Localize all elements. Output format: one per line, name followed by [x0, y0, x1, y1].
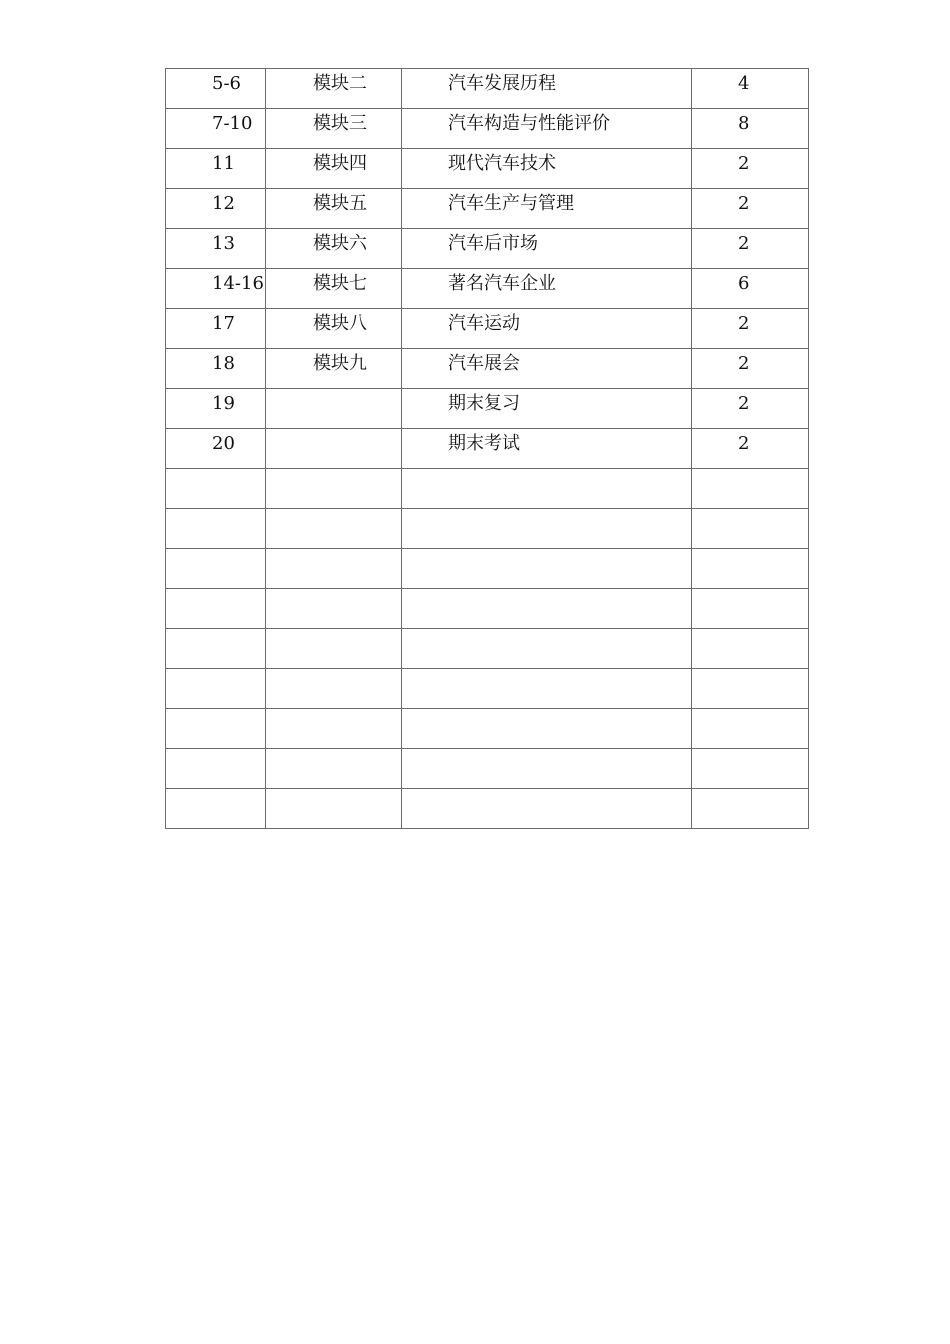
table-row [166, 469, 809, 509]
module-cell [266, 429, 402, 469]
week-cell-text: 11 [212, 153, 235, 174]
module-cell [266, 669, 402, 709]
content-cell [402, 589, 692, 629]
hours-cell [692, 269, 809, 309]
hours-cell [692, 709, 809, 749]
week-cell-text [166, 469, 265, 474]
content-cell-text [402, 549, 691, 554]
week-cell [166, 389, 266, 429]
table-row [166, 349, 809, 389]
module-cell-text: 模块八 [313, 313, 367, 334]
week-cell-text [166, 749, 265, 754]
module-cell-text: 模块六 [313, 233, 367, 254]
module-cell [266, 229, 402, 269]
week-cell [166, 509, 266, 549]
hours-cell-text [692, 469, 808, 474]
content-cell [402, 229, 692, 269]
week-cell-text: 5-6 [212, 73, 241, 94]
week-cell [166, 309, 266, 349]
content-cell-text: 汽车后市场 [448, 233, 538, 254]
schedule-table-body [166, 69, 809, 829]
week-cell-text: 12 [212, 193, 235, 214]
module-cell-text [266, 429, 401, 434]
hours-cell-text [692, 709, 808, 714]
hours-cell-text: 2 [738, 433, 750, 454]
hours-cell-text: 4 [738, 73, 750, 94]
table-row [166, 269, 809, 309]
hours-cell-text: 2 [738, 353, 750, 374]
table-row [166, 589, 809, 629]
content-cell-text [402, 789, 691, 794]
week-cell-text [166, 549, 265, 554]
table-row [166, 309, 809, 349]
module-cell-text: 模块五 [313, 193, 367, 214]
module-cell-text: 模块四 [313, 153, 367, 174]
hours-cell-text: 2 [738, 313, 750, 334]
hours-cell [692, 109, 809, 149]
module-cell-text [266, 749, 401, 754]
content-cell [402, 349, 692, 389]
hours-cell-text: 2 [738, 153, 750, 174]
module-cell [266, 749, 402, 789]
hours-cell-text [692, 749, 808, 754]
hours-cell-text [692, 789, 808, 794]
week-cell-text: 20 [212, 433, 235, 454]
week-cell-text: 7-10 [212, 113, 253, 134]
content-cell-text: 汽车生产与管理 [448, 193, 574, 214]
hours-cell-text [692, 549, 808, 554]
hours-cell-text: 2 [738, 233, 750, 254]
module-cell-text [266, 389, 401, 394]
hours-cell [692, 69, 809, 109]
content-cell-text: 汽车展会 [448, 353, 520, 374]
content-cell [402, 629, 692, 669]
hours-cell-text [692, 669, 808, 674]
module-cell [266, 189, 402, 229]
module-cell [266, 69, 402, 109]
week-cell-text [166, 629, 265, 634]
table-row [166, 789, 809, 829]
module-cell [266, 389, 402, 429]
module-cell-text [266, 469, 401, 474]
table-row [166, 509, 809, 549]
table-row [166, 709, 809, 749]
table-row [166, 629, 809, 669]
content-cell-text: 汽车运动 [448, 313, 520, 334]
content-cell-text [402, 629, 691, 634]
content-cell [402, 469, 692, 509]
week-cell-text [166, 669, 265, 674]
week-cell [166, 669, 266, 709]
content-cell [402, 269, 692, 309]
table-row [166, 429, 809, 469]
content-cell-text: 汽车构造与性能评价 [448, 113, 610, 134]
week-cell [166, 229, 266, 269]
content-cell [402, 429, 692, 469]
table-row [166, 549, 809, 589]
hours-cell-text [692, 589, 808, 594]
hours-cell [692, 669, 809, 709]
content-cell [402, 509, 692, 549]
module-cell-text: 模块二 [313, 73, 367, 94]
module-cell-text [266, 789, 401, 794]
hours-cell-text: 6 [738, 273, 750, 294]
content-cell [402, 789, 692, 829]
hours-cell [692, 789, 809, 829]
content-cell-text: 著名汽车企业 [448, 273, 556, 294]
week-cell [166, 149, 266, 189]
content-cell [402, 669, 692, 709]
module-cell [266, 549, 402, 589]
content-cell [402, 749, 692, 789]
module-cell-text [266, 669, 401, 674]
week-cell-text [166, 509, 265, 514]
module-cell-text [266, 629, 401, 634]
module-cell-text [266, 549, 401, 554]
hours-cell [692, 309, 809, 349]
hours-cell [692, 749, 809, 789]
module-cell-text [266, 709, 401, 714]
week-cell [166, 269, 266, 309]
module-cell [266, 469, 402, 509]
content-cell [402, 189, 692, 229]
course-schedule-table [165, 68, 809, 829]
module-cell [266, 709, 402, 749]
hours-cell [692, 469, 809, 509]
content-cell [402, 389, 692, 429]
content-cell [402, 109, 692, 149]
content-cell-text [402, 589, 691, 594]
week-cell-text: 14-16 [212, 273, 264, 294]
week-cell-text: 17 [212, 313, 235, 334]
hours-cell [692, 509, 809, 549]
week-cell [166, 589, 266, 629]
content-cell-text: 期末考试 [448, 433, 520, 454]
content-cell-text [402, 669, 691, 674]
content-cell-text: 汽车发展历程 [448, 73, 556, 94]
week-cell-text: 19 [212, 393, 235, 414]
week-cell [166, 629, 266, 669]
table-row [166, 229, 809, 269]
module-cell [266, 589, 402, 629]
week-cell-text: 18 [212, 353, 235, 374]
hours-cell-text: 2 [738, 393, 750, 414]
table-row [166, 389, 809, 429]
week-cell-text [166, 789, 265, 794]
hours-cell-text: 8 [738, 113, 750, 134]
module-cell [266, 509, 402, 549]
module-cell-text: 模块七 [313, 273, 367, 294]
hours-cell [692, 229, 809, 269]
content-cell-text [402, 749, 691, 754]
week-cell-text: 13 [212, 233, 235, 254]
table-row [166, 149, 809, 189]
hours-cell [692, 429, 809, 469]
week-cell [166, 789, 266, 829]
module-cell [266, 349, 402, 389]
module-cell [266, 149, 402, 189]
hours-cell [692, 189, 809, 229]
week-cell [166, 469, 266, 509]
hours-cell [692, 629, 809, 669]
content-cell-text: 现代汽车技术 [448, 153, 556, 174]
week-cell [166, 709, 266, 749]
week-cell [166, 69, 266, 109]
content-cell [402, 69, 692, 109]
content-cell-text [402, 709, 691, 714]
week-cell [166, 749, 266, 789]
table-row [166, 669, 809, 709]
week-cell [166, 549, 266, 589]
week-cell [166, 429, 266, 469]
week-cell [166, 109, 266, 149]
content-cell [402, 549, 692, 589]
hours-cell-text: 2 [738, 193, 750, 214]
hours-cell [692, 549, 809, 589]
content-cell-text [402, 469, 691, 474]
content-cell [402, 709, 692, 749]
hours-cell [692, 389, 809, 429]
table-row [166, 109, 809, 149]
module-cell [266, 109, 402, 149]
hours-cell [692, 349, 809, 389]
content-cell [402, 309, 692, 349]
hours-cell [692, 589, 809, 629]
content-cell-text: 期末复习 [448, 393, 520, 414]
week-cell [166, 189, 266, 229]
week-cell [166, 349, 266, 389]
content-cell [402, 149, 692, 189]
module-cell-text [266, 509, 401, 514]
week-cell-text [166, 709, 265, 714]
table-row [166, 189, 809, 229]
module-cell [266, 309, 402, 349]
module-cell-text: 模块九 [313, 353, 367, 374]
module-cell [266, 789, 402, 829]
module-cell-text [266, 589, 401, 594]
hours-cell [692, 149, 809, 189]
module-cell [266, 629, 402, 669]
module-cell [266, 269, 402, 309]
table-row [166, 69, 809, 109]
hours-cell-text [692, 509, 808, 514]
table-row [166, 749, 809, 789]
hours-cell-text [692, 629, 808, 634]
module-cell-text: 模块三 [313, 113, 367, 134]
week-cell-text [166, 589, 265, 594]
content-cell-text [402, 509, 691, 514]
